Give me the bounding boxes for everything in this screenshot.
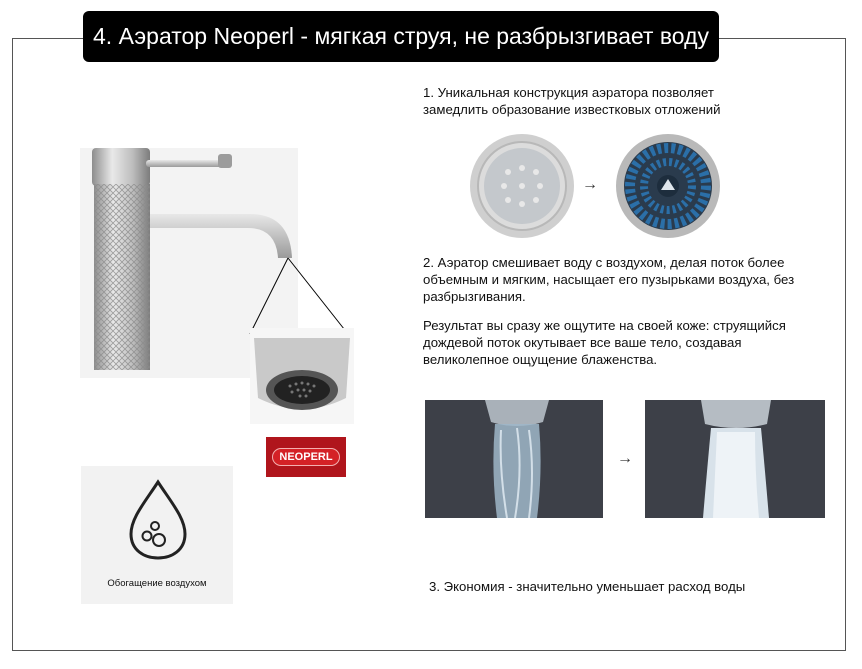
- arrow-icon: →: [617, 450, 633, 467]
- aerator-clean-image: [614, 132, 722, 240]
- result-line3: великолепное ощущение блаженства.: [423, 352, 658, 367]
- page-title: 4. Аэратор Neoperl - мягкая струя, не разбрызгивает воду: [83, 11, 719, 62]
- point2-line1: 2. Аэратор смешивает воду с воздухом, делая поток более: [423, 255, 785, 270]
- result-line1: Результат вы сразу же ощутите на своей коже: струящийся: [423, 318, 786, 333]
- result-line2: дождевой поток окутывает все ваше тело, создавая: [423, 335, 742, 350]
- point2-line2: объемным и мягким, насыщает его пузырьками воздуха, без: [423, 272, 795, 287]
- neoperl-logo-text: NEOPERL: [272, 448, 339, 466]
- air-enrichment-card: [81, 466, 233, 604]
- water-drop-bubbles-icon: [125, 478, 191, 562]
- point1-line1: 1. Уникальная конструкция аэратора позволяет: [423, 85, 714, 100]
- point3-text: 3. Экономия - значительно уменьшает расход воды: [429, 579, 746, 594]
- air-enrichment-label: Обогащение воздухом: [107, 578, 207, 589]
- soft-water-image: [645, 400, 825, 518]
- aerator-closeup-image: [250, 328, 354, 424]
- point1-line2: замедлить образование известковых отложений: [423, 102, 721, 117]
- aerator-limescale-image: [468, 132, 576, 240]
- arrow-icon: →: [582, 176, 598, 193]
- splashing-water-image: [425, 400, 603, 518]
- point2-line3: разбрызгивания.: [423, 289, 526, 304]
- neoperl-logo: [266, 437, 346, 477]
